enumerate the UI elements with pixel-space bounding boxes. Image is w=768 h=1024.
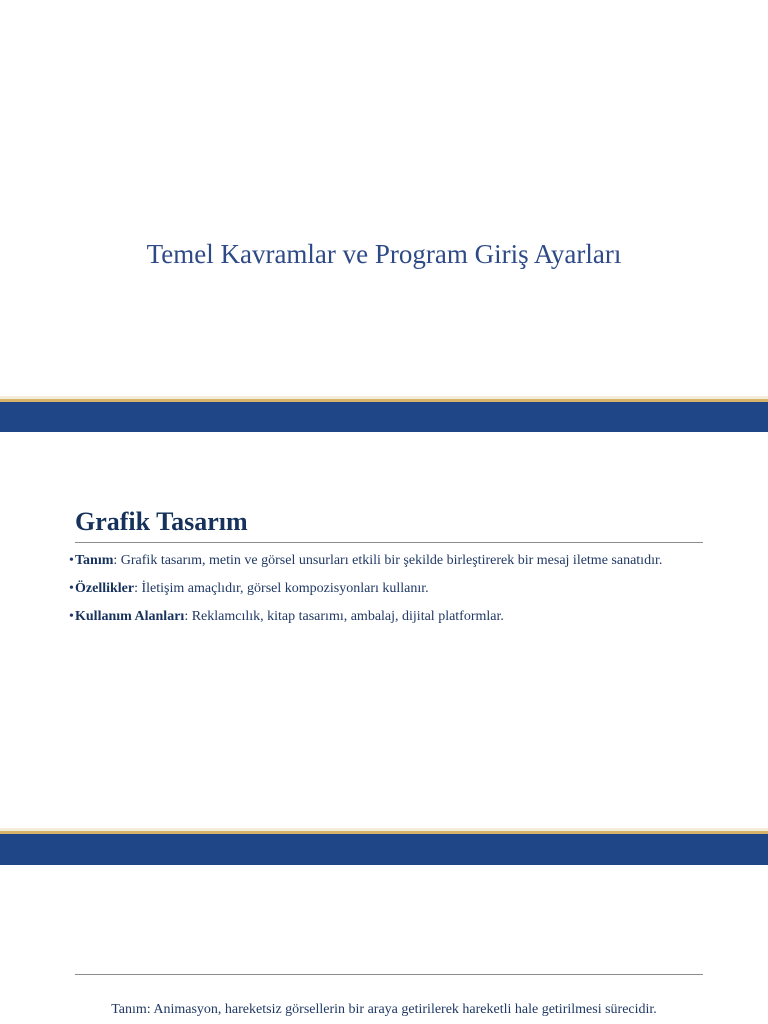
bullet-text: : İletişim amaçlıdır, görsel kompozisyonları kullanır. bbox=[134, 581, 429, 596]
section-heading: Grafik Tasarım bbox=[75, 507, 248, 536]
definition-text: Tanım: Animasyon, hareketsiz görsellerin bir araya getirilerek hareketli hale getirilmesi sürecidir. bbox=[111, 1002, 657, 1017]
divider-band bbox=[0, 834, 768, 865]
bullet-marker: • bbox=[69, 609, 74, 624]
bullet-text: : Grafik tasarım, metin ve görsel unsurları etkili bir şekilde birleştirerek bir mesaj iletme sanatıdır. bbox=[113, 553, 663, 568]
bullet-marker: • bbox=[69, 553, 74, 568]
bullet-text: : Reklamcılık, kitap tasarımı, ambalaj, dijital platformlar. bbox=[184, 609, 504, 624]
slide-title: Temel Kavramlar ve Program Giriş Ayarları bbox=[146, 239, 622, 269]
bullet-term: Tanım bbox=[75, 553, 114, 568]
bullet-marker: • bbox=[69, 581, 74, 596]
heading-rule bbox=[75, 974, 703, 975]
bullet-term: Kullanım Alanları bbox=[75, 609, 185, 624]
divider-band bbox=[0, 402, 768, 432]
bullet-term: Özellikler bbox=[75, 581, 135, 596]
list-item bbox=[69, 580, 709, 597]
list-item bbox=[69, 552, 709, 569]
heading-rule bbox=[75, 542, 703, 543]
bullet-list bbox=[69, 552, 709, 636]
list-item bbox=[69, 608, 709, 625]
